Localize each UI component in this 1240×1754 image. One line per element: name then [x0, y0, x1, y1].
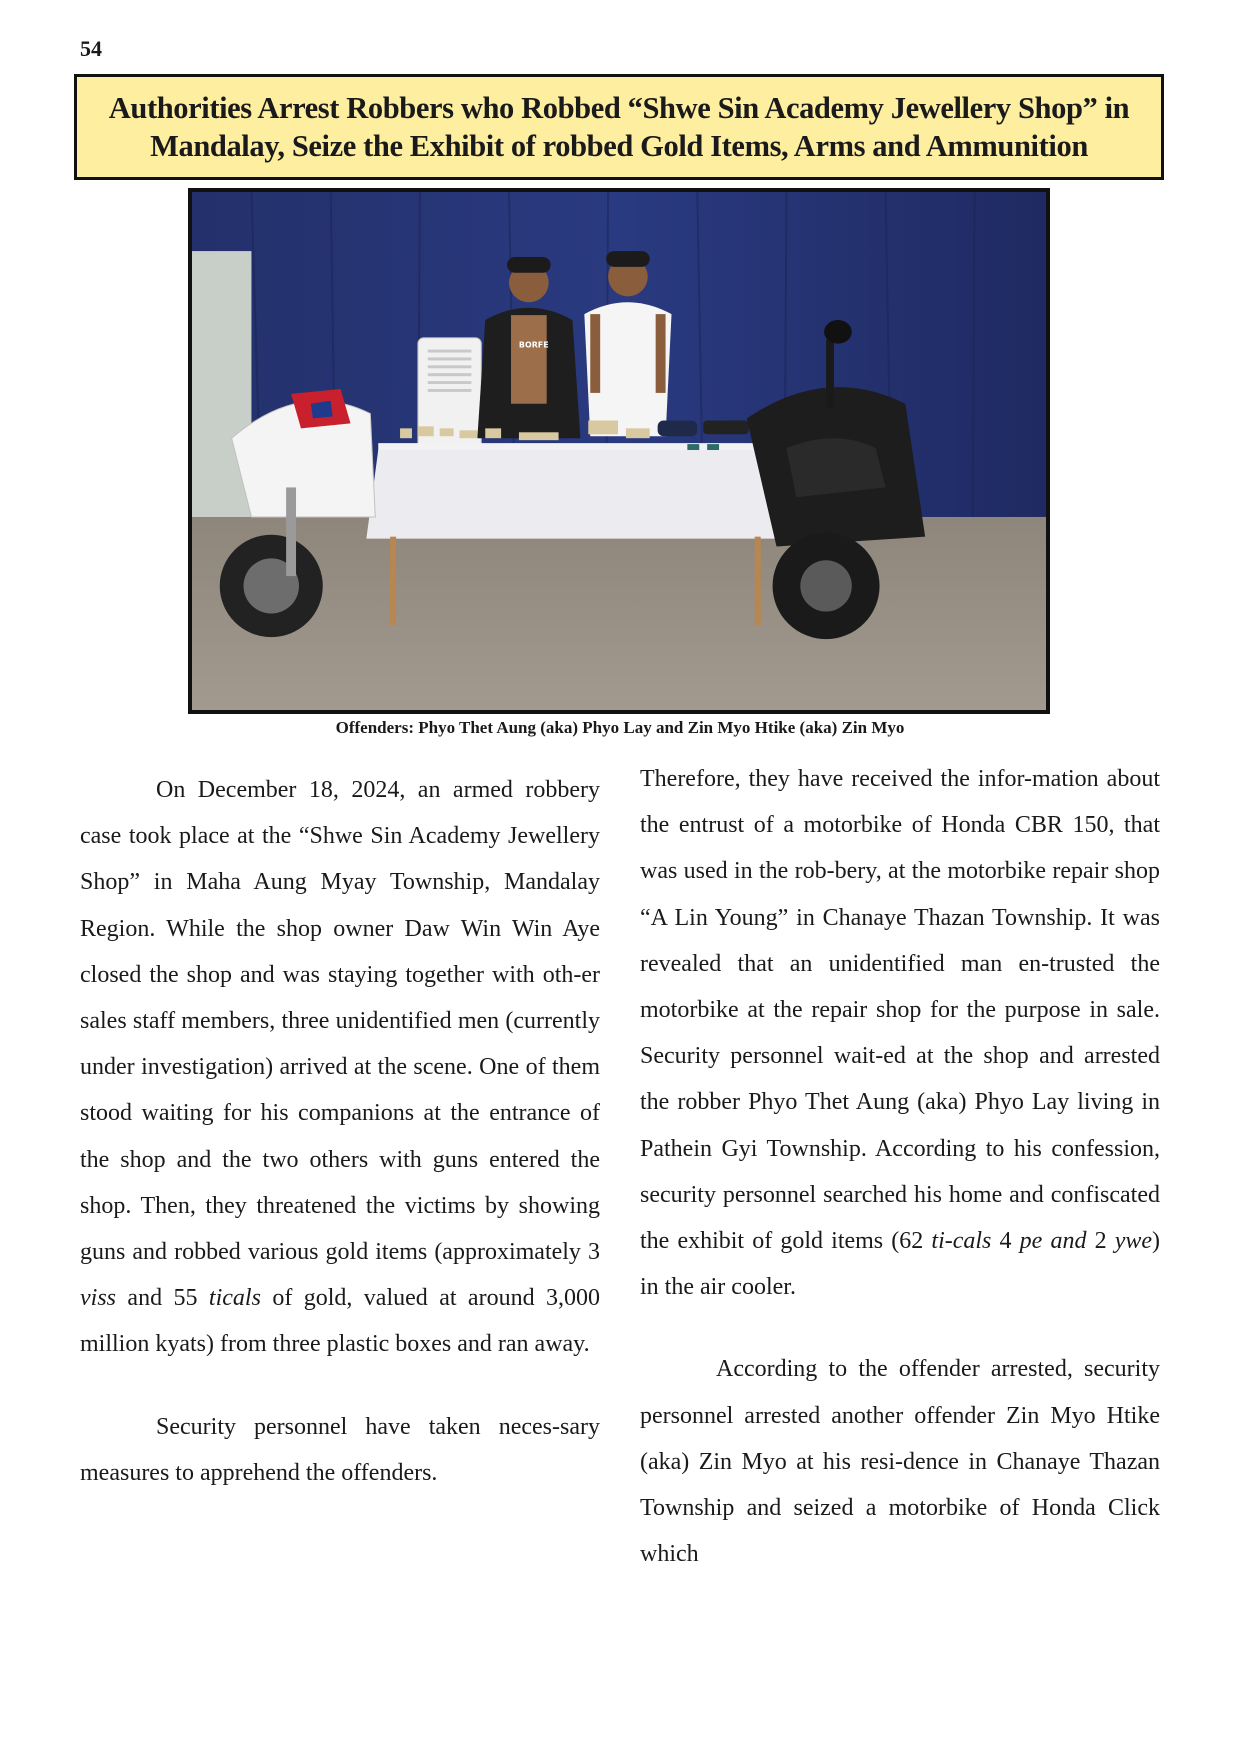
- wall: [192, 251, 251, 546]
- ground: [192, 517, 1046, 710]
- paragraph: Security personnel have taken neces-sary measures to apprehend the offenders.: [80, 1413, 600, 1486]
- article-left-column: [80, 767, 600, 1496]
- paragraph: According to the offender arrested, security personnel arrested another offender Zin Myo Htike (aka) Zin Myo at his resi-dence in Chanaye Thazan Township and seized a motorbike of Honda Click which: [640, 1356, 1160, 1568]
- news-photo: [188, 188, 1050, 714]
- photo-illustration: [192, 192, 1046, 710]
- photo-caption: Offenders: Phyo Thet Aung (aka) Phyo Lay and Zin Myo Htike (aka) Zin Myo: [335, 718, 905, 737]
- headline-line-1: Authorities Arrest Robbers who Robbed “Shwe Sin Academy Jewellery Shop” in: [108, 91, 1130, 125]
- shirt-text: BORFE: [518, 340, 549, 350]
- headline-box: [74, 74, 1164, 180]
- paragraph: On December 18, 2024, an armed robbery case took place at the “Shwe Sin Academy Jewellery Shop” in Maha Aung Myay Township, Mandalay Region. While the shop owner Daw Win Win Aye closed the shop and was staying together with oth-er sales staff members, three unidentified men (currently under investigation) arrived at the scene. One of them stood waiting for his companions at the entrance of the shop and the two others with guns entered the shop. Then, they threatened the victims by showing guns and robbed various gold items (approximately 3 viss and 55 ticals of gold, valued at around 3,000 million kyats) from three plastic boxes and ran away.: [80, 777, 600, 1358]
- headline-line-2: Mandalay, Seize the Exhibit of robbed Gold Items, Arms and Ammunition: [150, 129, 1088, 163]
- article-right-column: [640, 756, 1160, 1577]
- paragraph: Therefore, they have received the infor-mation about the entrust of a motorbike of Honda CBR 150, that was used in the rob-bery, at the motorbike repair shop “A Lin Young” in Chanaye Thazan Township. It was revealed that an unidentified man en-trusted the motorbike at the repair shop for the purpose in sale. Security personnel wait-ed at the shop and arrested the robber Phyo Thet Aung (aka) Phyo Lay living in Pathein Gyi Township. According to his confession, security personnel searched his home and confiscated the exhibit of gold items (62 ti-cals 4 pe and 2 ywe) in the air cooler.: [640, 766, 1161, 1301]
- page-number: 54: [80, 36, 102, 61]
